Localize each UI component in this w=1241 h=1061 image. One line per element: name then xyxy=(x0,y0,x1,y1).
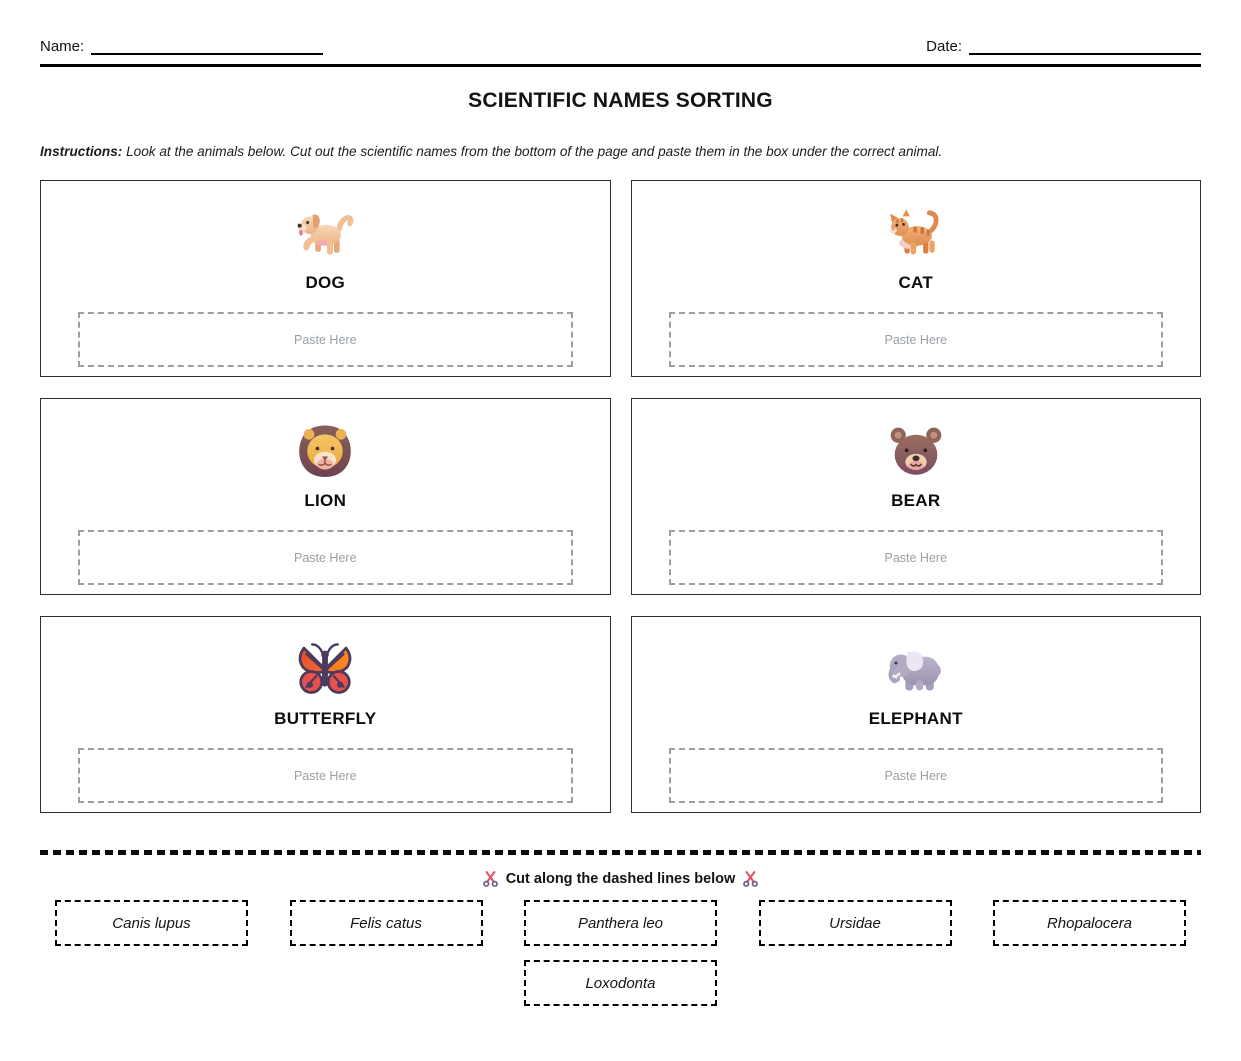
paste-here-label: Paste Here xyxy=(293,550,357,565)
bear-icon xyxy=(884,419,948,487)
name-cards-row-1 xyxy=(40,900,1201,946)
name-cards-row-2 xyxy=(40,960,1201,1006)
name-card-label: Rhopalocera xyxy=(1046,914,1133,932)
instructions-body: Look at the animals below. Cut out the scientific names from the bottom of the page and paste them in the box under the correct animal. xyxy=(126,144,943,159)
animal-name-label: LION xyxy=(304,491,347,510)
name-blank-line xyxy=(91,38,323,55)
elephant-icon xyxy=(884,637,948,705)
paste-box-bear[interactable] xyxy=(669,530,1164,585)
paste-here-label: Paste Here xyxy=(293,332,357,347)
lion-icon xyxy=(293,419,357,487)
name-card-canis-lupus[interactable] xyxy=(55,900,248,946)
cut-dashed-line xyxy=(40,850,1201,855)
paste-box-dog[interactable] xyxy=(78,312,573,367)
paste-box-cat[interactable] xyxy=(669,312,1164,367)
cut-caption-label: Cut along the dashed lines below xyxy=(505,870,736,887)
animal-name-label: CAT xyxy=(898,273,934,292)
animal-name-label: BEAR xyxy=(891,491,941,510)
animal-card-dog xyxy=(40,180,611,377)
name-card-label: Loxodonta xyxy=(585,974,656,992)
paste-here-label: Paste Here xyxy=(884,550,948,565)
date-blank-line xyxy=(969,38,1201,55)
animal-card-elephant xyxy=(631,616,1202,813)
butterfly-icon xyxy=(292,637,358,705)
name-card-ursidae[interactable] xyxy=(759,900,952,946)
paste-here-label: Paste Here xyxy=(884,768,948,783)
cat-icon xyxy=(884,201,948,269)
animal-name-label: ELEPHANT xyxy=(868,709,963,728)
name-card-label: Felis catus xyxy=(350,914,422,932)
name-card-loxodonta[interactable] xyxy=(524,960,717,1006)
animal-card-cat xyxy=(631,180,1202,377)
instructions-text xyxy=(40,144,1201,159)
name-card-label: Canis lupus xyxy=(112,914,191,932)
animal-card-lion xyxy=(40,398,611,595)
paste-box-lion[interactable] xyxy=(78,530,573,585)
animal-card-butterfly xyxy=(40,616,611,813)
animal-name-label: BUTTERFLY xyxy=(274,709,377,728)
date-label: Date: xyxy=(926,38,962,55)
name-label: Name: xyxy=(40,38,85,55)
page-title: SCIENTIFIC NAMES SORTING xyxy=(468,89,773,112)
paste-here-label: Paste Here xyxy=(884,332,948,347)
name-card-rhopalocera[interactable] xyxy=(993,900,1186,946)
animal-grid xyxy=(40,180,1201,813)
date-field xyxy=(926,38,1201,55)
name-card-felis-catus[interactable] xyxy=(290,900,483,946)
dog-icon xyxy=(293,201,357,269)
name-card-label: Ursidae xyxy=(829,914,881,932)
name-field xyxy=(40,38,323,55)
header-divider xyxy=(40,64,1201,67)
cut-caption xyxy=(40,870,1201,887)
animal-card-bear xyxy=(631,398,1202,595)
paste-box-butterfly[interactable] xyxy=(78,748,573,803)
scissors-icon xyxy=(482,870,499,887)
paste-here-label: Paste Here xyxy=(293,768,357,783)
name-card-label: Panthera leo xyxy=(577,914,664,932)
scissors-icon xyxy=(742,870,759,887)
paste-box-elephant[interactable] xyxy=(669,748,1164,803)
name-card-panthera-leo[interactable] xyxy=(524,900,717,946)
animal-name-label: DOG xyxy=(305,273,346,292)
header xyxy=(40,38,1201,55)
instructions-label: Instructions: xyxy=(40,144,123,159)
